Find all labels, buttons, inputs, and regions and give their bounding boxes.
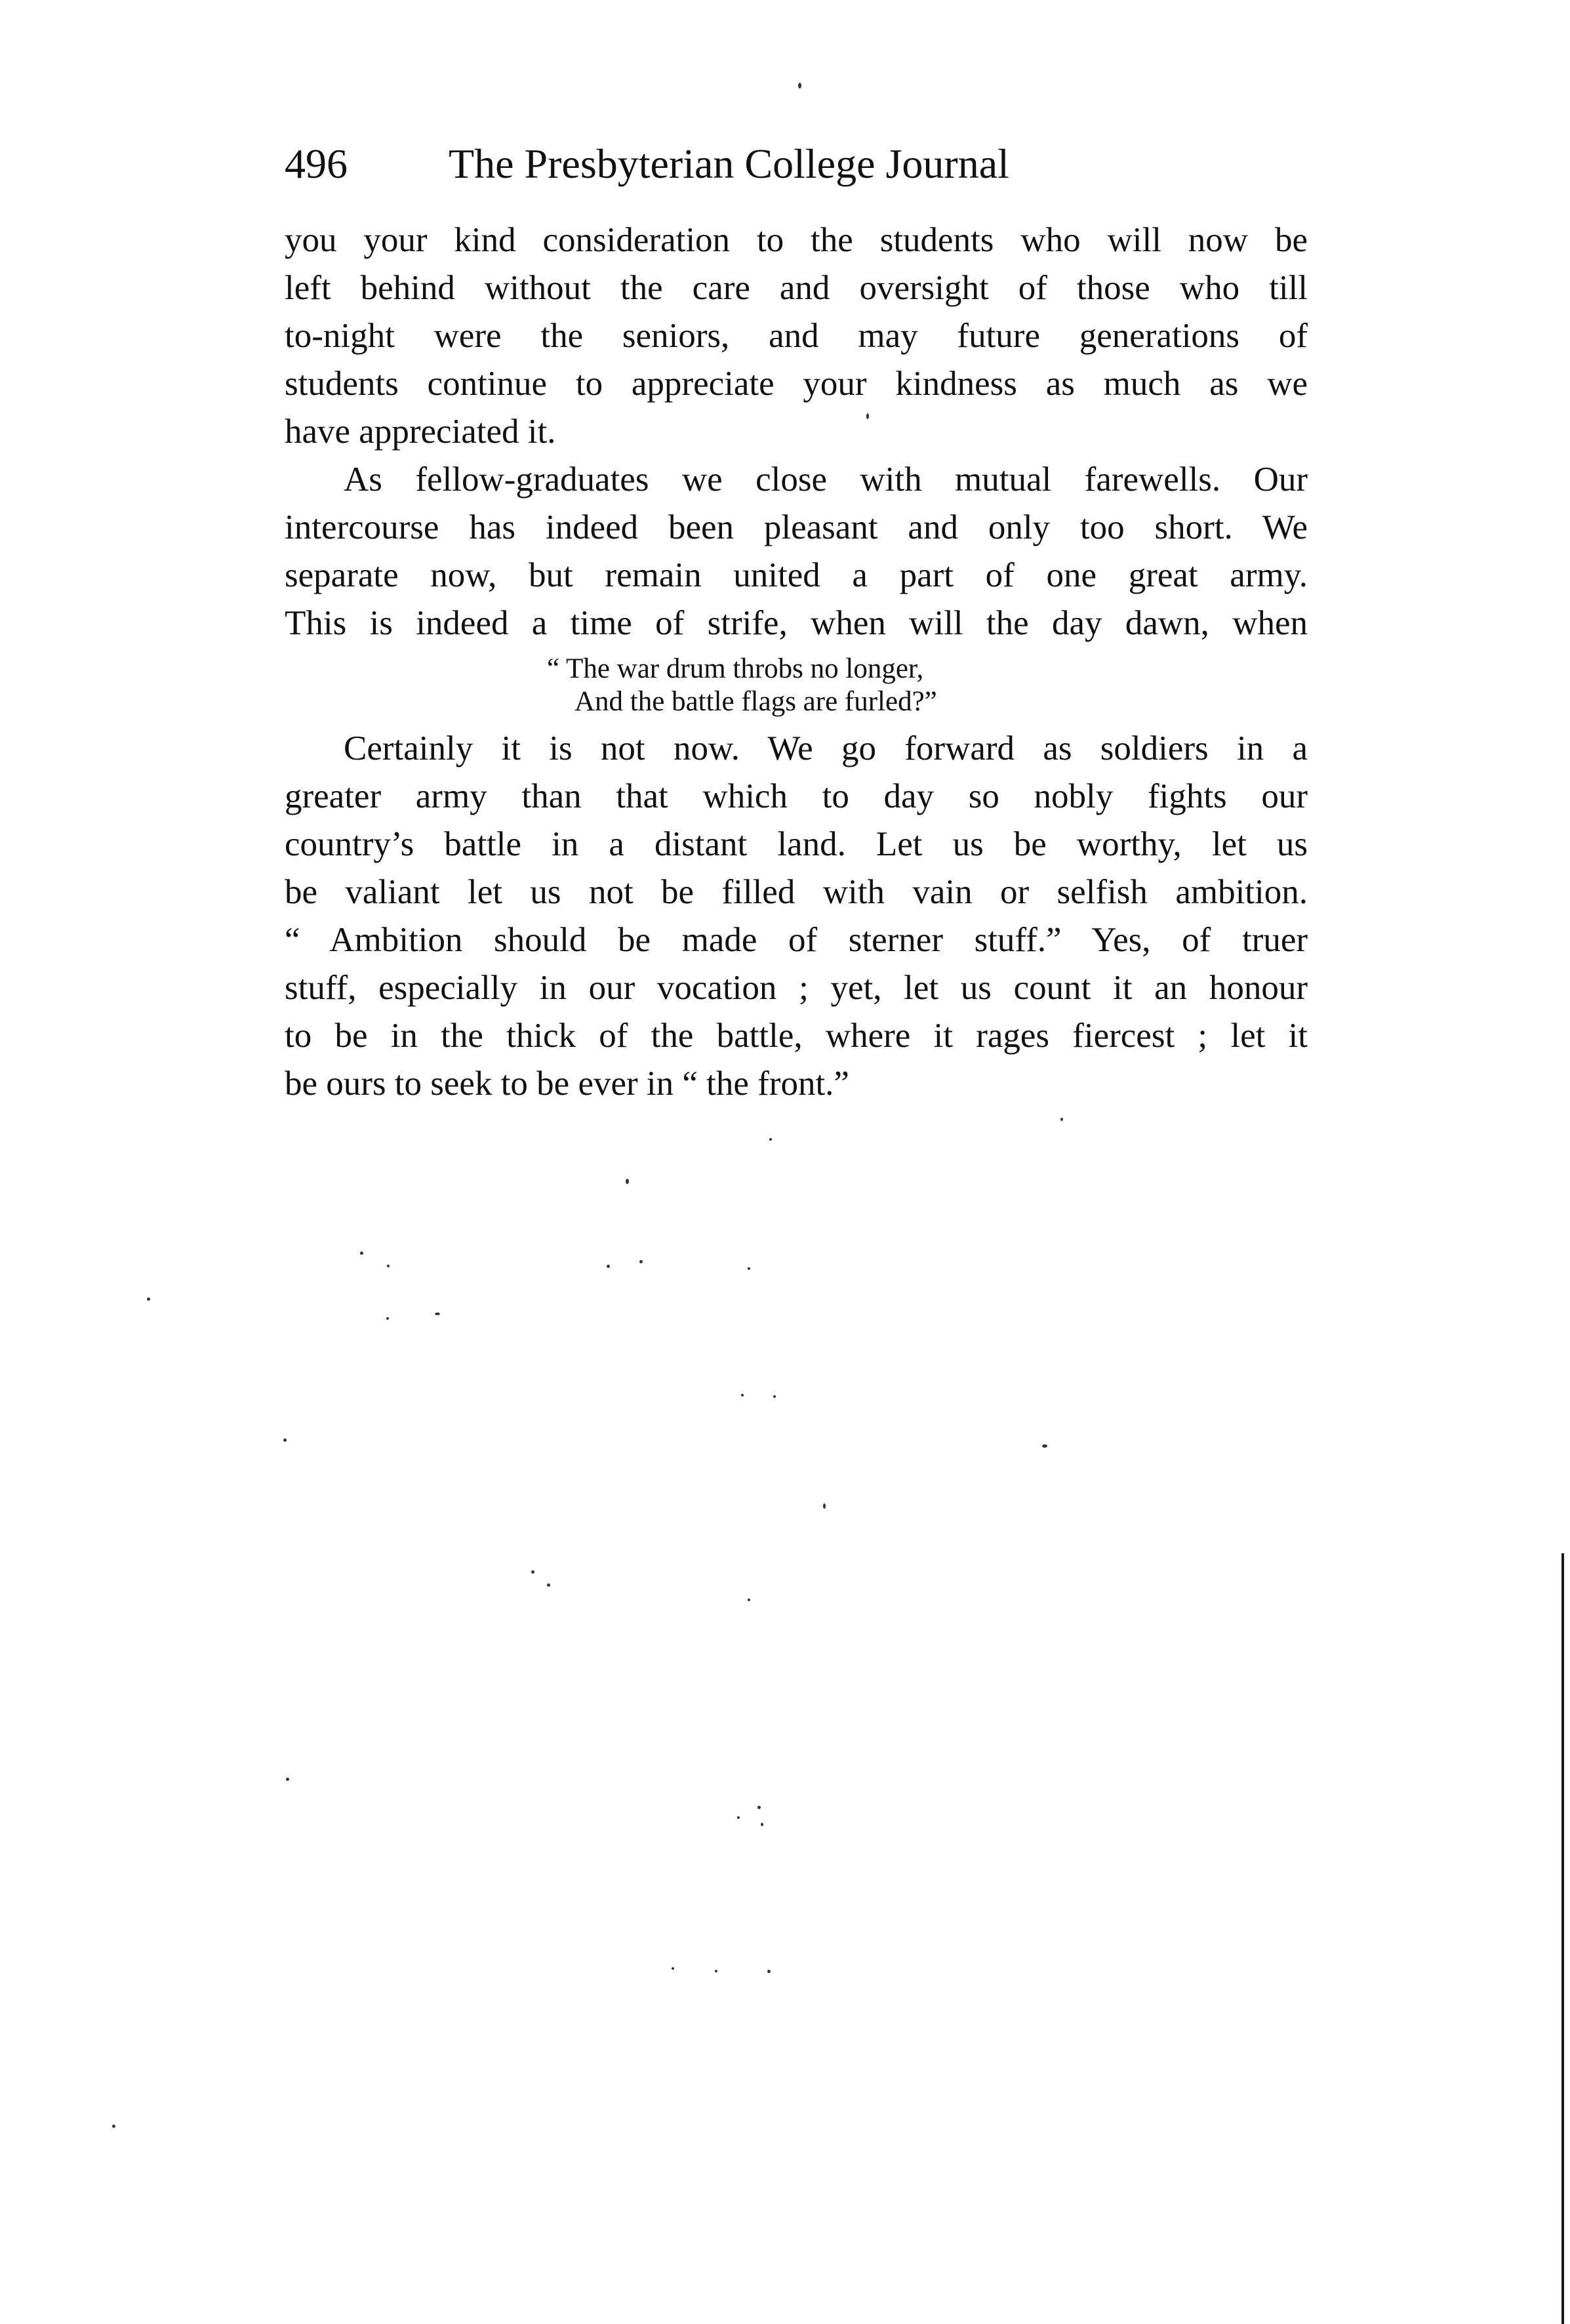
scan-speck bbox=[798, 83, 801, 89]
text-line: greater army than that which to day so nobly fights our bbox=[285, 777, 1308, 815]
text-line: stuff, especially in our vocation ; yet, let us count it an honour bbox=[285, 969, 1308, 1007]
scan-speck bbox=[360, 1252, 363, 1255]
body-text bbox=[285, 216, 1308, 1108]
quote-line: “ The war drum throbs no longer, bbox=[547, 653, 924, 684]
scan-speck bbox=[547, 1583, 550, 1587]
text-line: country’s battle in a distant land. Let us be worthy, let us bbox=[285, 825, 1308, 863]
scan-speck bbox=[715, 1970, 717, 1972]
text-line: This is indeed a time of strife, when will the day dawn, when bbox=[285, 604, 1308, 642]
scan-speck bbox=[1060, 1118, 1063, 1121]
text-line: have appreciated it. bbox=[285, 413, 556, 451]
scan-speck bbox=[866, 413, 869, 419]
scan-speck bbox=[767, 1970, 771, 1973]
paragraph-1 bbox=[285, 216, 1308, 456]
text-line: students continue to appreciate your kindness as much as we bbox=[285, 365, 1308, 403]
scan-speck bbox=[748, 1599, 750, 1601]
paragraph-3 bbox=[285, 725, 1308, 1108]
scan-speck bbox=[607, 1265, 610, 1268]
scan-speck bbox=[531, 1570, 534, 1574]
scan-speck bbox=[748, 1267, 750, 1270]
scan-edge-line bbox=[1561, 1553, 1564, 2324]
scan-speck bbox=[757, 1806, 761, 1809]
page-number: 496 bbox=[285, 140, 348, 187]
scan-speck bbox=[1042, 1444, 1047, 1448]
block-quote bbox=[547, 653, 1137, 718]
scan-speck bbox=[286, 1778, 289, 1781]
scan-speck bbox=[147, 1297, 150, 1301]
text-line: “ Ambition should be made of sterner stuff.” Yes, of truer bbox=[285, 921, 1308, 959]
running-head bbox=[285, 134, 1308, 194]
scan-speck bbox=[386, 1317, 389, 1320]
scan-speck bbox=[283, 1438, 287, 1442]
scan-speck bbox=[387, 1265, 390, 1267]
text-line: be valiant let us not be filled with vain or selfish ambition. bbox=[285, 873, 1308, 911]
scan-speck bbox=[761, 1823, 763, 1826]
scan-speck bbox=[773, 1395, 776, 1398]
scan-speck bbox=[626, 1179, 629, 1184]
text-line: separate now, but remain united a part of one great army. bbox=[285, 556, 1308, 594]
paragraph-2 bbox=[285, 456, 1308, 647]
scan-speck bbox=[769, 1138, 772, 1141]
scan-speck bbox=[112, 2125, 115, 2128]
text-line: be ours to seek to be ever in “ the front.” bbox=[285, 1065, 849, 1103]
scan-speck bbox=[823, 1503, 826, 1509]
quote-line: And the battle flags are furled?” bbox=[574, 686, 937, 717]
text-line: to-night were the seniors, and may future generations of bbox=[285, 317, 1308, 355]
text-line: intercourse has indeed been pleasant and only too short. We bbox=[285, 508, 1308, 546]
scan-speck bbox=[741, 1394, 744, 1396]
scan-speck bbox=[737, 1816, 740, 1819]
text-line: to be in the thick of the battle, where it rages fiercest ; let it bbox=[285, 1017, 1308, 1055]
text-line: you your kind consideration to the students who will now be bbox=[285, 221, 1308, 259]
scan-speck bbox=[639, 1260, 643, 1263]
scan-speck bbox=[435, 1313, 440, 1315]
journal-title: The Presbyterian College Journal bbox=[449, 140, 1009, 187]
text-line: As fellow-graduates we close with mutual farewells. Our bbox=[344, 460, 1308, 499]
text-line: Certainly it is not now. We go forward as soldiers in a bbox=[344, 729, 1308, 767]
scan-speck bbox=[672, 1967, 674, 1970]
text-line: left behind without the care and oversight of those who till bbox=[285, 269, 1308, 307]
